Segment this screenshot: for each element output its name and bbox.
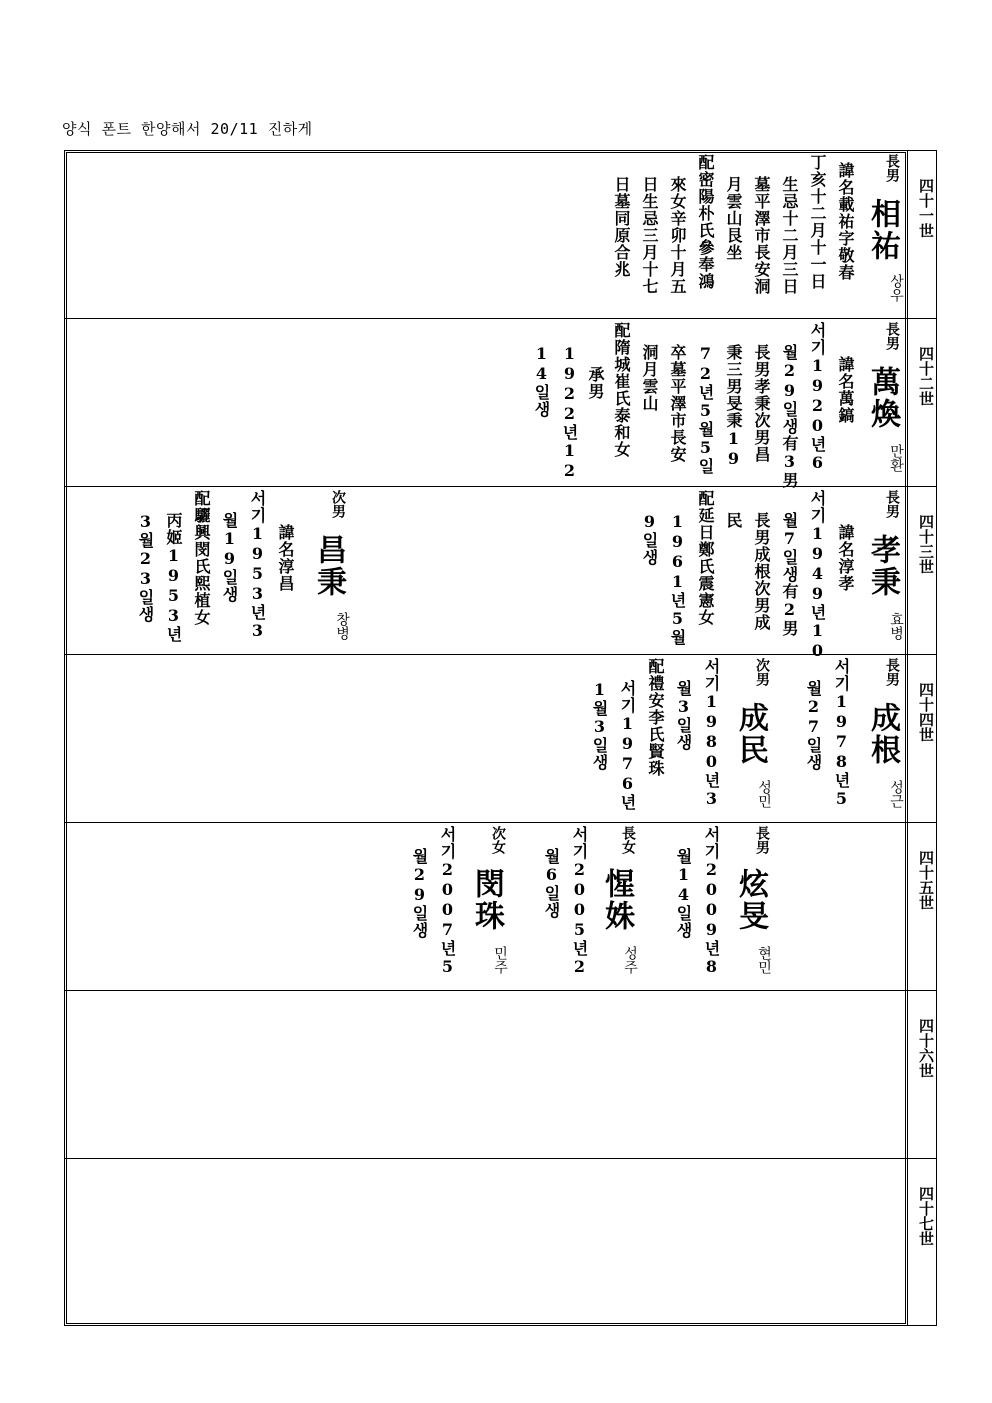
record-line: 生忌十二月三日 [780, 176, 799, 295]
person-name-reading: 현민 [756, 946, 772, 974]
record-line: 秉三男旻秉19 [724, 344, 743, 469]
person-rank: 長男 [884, 658, 900, 686]
person-name: 成根 [865, 702, 900, 766]
person-name: 成民 [733, 702, 768, 766]
person-rank: 長女 [620, 826, 636, 854]
record-line: 월3일생 [674, 680, 693, 751]
record-line: 卒墓平澤市長安 [668, 344, 687, 463]
person-name: 炫旻 [733, 868, 768, 932]
person-name-reading: 민주 [492, 946, 508, 974]
generation-label-44: 四十四世 [917, 682, 935, 742]
record-line: 서기1949년10 [808, 490, 827, 661]
record-line: 日墓同原合兆 [612, 176, 631, 278]
person-rank: 次女 [490, 826, 506, 854]
record-line: 월19일생 [220, 512, 239, 603]
record-line: 配延日鄭氏震憲女 [696, 490, 715, 626]
genealogy-sheet [64, 150, 937, 1328]
generation-label-43: 四十三世 [917, 514, 935, 574]
row-divider [64, 486, 937, 487]
record-line: 1961년5월 [668, 512, 687, 646]
record-line: 配驪興閔氏熙植女 [192, 490, 211, 626]
person-rank: 長男 [884, 154, 900, 182]
record-line: 1월3일생 [590, 680, 609, 771]
person-name-reading: 상우 [888, 274, 904, 302]
record-line: 서기2009년8 [702, 826, 721, 977]
record-line: 서기2005년2 [570, 826, 589, 977]
generation-label-41: 四十一世 [917, 178, 935, 238]
row-divider [64, 318, 937, 319]
person-name-reading: 성주 [622, 946, 638, 974]
person-name: 閔珠 [469, 868, 504, 932]
record-line: 承男 [586, 366, 605, 400]
record-line: 長男成根次男成 [752, 512, 771, 631]
person-name: 昌秉 [311, 534, 346, 598]
person-rank: 長男 [884, 490, 900, 518]
person-name: 萬煥 [865, 366, 900, 430]
person-name-reading: 성근 [888, 780, 904, 808]
record-line: 諱名載祐字敬春 [836, 162, 855, 281]
person-name: 相祐 [865, 198, 900, 262]
person-name-reading: 창병 [334, 612, 350, 640]
record-line: 월7일생有2男 [780, 512, 799, 637]
person-rank: 長男 [884, 322, 900, 350]
person-name-reading: 효병 [888, 612, 904, 640]
generation-label-45: 四十五世 [917, 850, 935, 910]
person-name-reading: 만환 [888, 444, 904, 472]
record-line: 월6일생 [542, 848, 561, 919]
person-rank: 次男 [330, 490, 346, 518]
row-divider [64, 1158, 937, 1159]
record-line: 配密陽朴氏參奉鴻 [696, 154, 715, 290]
record-line: 14일생 [532, 344, 551, 418]
person-name: 惺姝 [599, 868, 634, 932]
record-line: 서기1980년3 [702, 658, 721, 809]
page-header-note: 양식 폰트 한양해서 20/11 진하게 [62, 120, 313, 138]
person-rank: 次男 [754, 658, 770, 686]
record-line: 9일생 [640, 512, 659, 566]
record-line: 墓平澤市長安洞 [752, 176, 771, 295]
record-line: 서기1976년 [618, 680, 637, 811]
record-line: 月雲山艮坐 [724, 176, 743, 261]
record-line: 월29일생有3男 [780, 344, 799, 489]
record-line: 서기1920년6 [808, 322, 827, 473]
record-line: 월29일생 [410, 848, 429, 939]
record-line: 월27일생 [804, 680, 823, 771]
record-line: 서기1953년3 [248, 490, 267, 641]
person-rank: 長男 [754, 826, 770, 854]
person-name-reading: 성민 [756, 780, 772, 808]
record-line: 서기2007년5 [438, 826, 457, 977]
generation-label-47: 四十七世 [917, 1186, 935, 1246]
record-line: 長男孝秉次男昌 [752, 344, 771, 463]
record-line: 丁亥十二月十一日 [808, 154, 827, 290]
record-line: 諱名萬鎬 [836, 356, 855, 424]
record-line: 72년5월5일 [696, 344, 715, 475]
record-line: 서기1978년5 [832, 658, 851, 809]
record-line: 諱名淳孝 [836, 524, 855, 592]
generation-label-42: 四十二世 [917, 346, 935, 406]
person-name: 孝秉 [865, 534, 900, 598]
record-line: 洞月雲山 [640, 344, 659, 412]
record-line: 1922년12 [560, 344, 579, 481]
record-line: 配隋城崔氏泰和女 [612, 322, 631, 458]
record-line: 諱名淳昌 [276, 524, 295, 592]
record-line: 丙姬1953년 [164, 512, 183, 643]
record-line: 來女辛卯十月五 [668, 176, 687, 295]
record-line: 日生忌三月十七 [640, 176, 659, 295]
row-divider [64, 990, 937, 991]
generation-label-46: 四十六世 [917, 1018, 935, 1078]
record-line: 民 [724, 512, 743, 529]
genealogy-frame [64, 150, 908, 1326]
record-line: 3월23일생 [136, 512, 155, 623]
row-divider [64, 822, 937, 823]
record-line: 월14일생 [674, 848, 693, 939]
record-line: 配禮安李氏賢珠 [646, 658, 665, 777]
